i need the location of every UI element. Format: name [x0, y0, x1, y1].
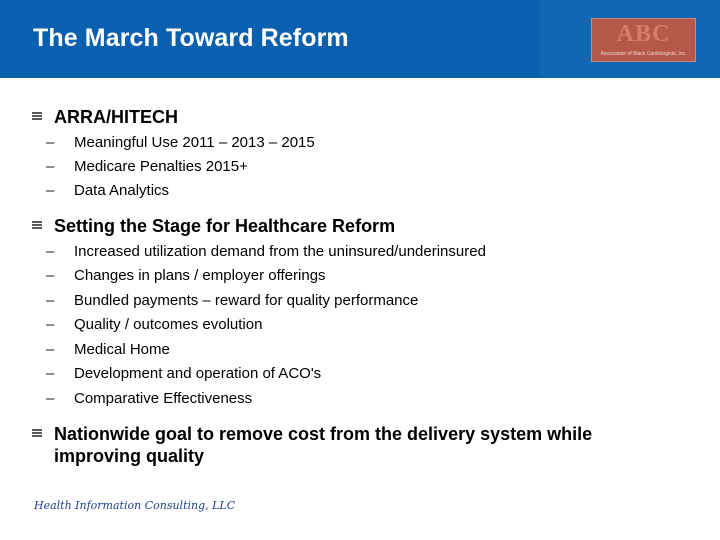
- dash-icon: –: [46, 134, 55, 151]
- bullet-text: Nationwide goal to remove cost from the delivery system while improving quality: [54, 424, 593, 466]
- dash-icon: –: [46, 390, 55, 407]
- bullet-text: Setting the Stage for Healthcare Reform: [54, 216, 396, 236]
- dash-icon: –: [46, 365, 55, 382]
- dash-icon: –: [46, 243, 55, 260]
- dash-icon: –: [46, 182, 55, 199]
- sub-bullet-text: Increased utilization demand from the uninsured/underinsured: [74, 243, 486, 260]
- dash-icon: –: [46, 292, 55, 309]
- slide-title: The March Toward Reform: [33, 24, 349, 52]
- square-bullet-icon: [32, 221, 42, 231]
- dash-icon: –: [46, 267, 55, 284]
- footer-company: Health Information Consulting, LLC: [34, 499, 236, 512]
- square-bullet-icon: [32, 112, 42, 122]
- sub-bullet-text: Quality / outcomes evolution: [74, 316, 263, 333]
- bullet-text: ARRA/HITECH: [54, 107, 178, 127]
- sub-bullet-text: Bundled payments – reward for quality performance: [74, 292, 419, 309]
- square-bullet-icon: [32, 429, 42, 439]
- sub-bullet-text: Development and operation of ACO's: [74, 365, 322, 382]
- sub-bullet-text: Medical Home: [74, 341, 170, 358]
- dash-icon: –: [46, 158, 55, 175]
- logo-subtitle: Association of Black Cardiologists, Inc.: [600, 51, 687, 57]
- dash-icon: –: [46, 316, 55, 333]
- logo-wordmark: ABC: [616, 21, 671, 47]
- dash-icon: –: [46, 341, 55, 358]
- sub-bullet-text: Meaningful Use 2011 – 2013 – 2015: [74, 134, 315, 151]
- sub-bullet-text: Changes in plans / employer offerings: [74, 267, 326, 284]
- sub-bullet-text: Medicare Penalties 2015+: [74, 158, 248, 175]
- sub-bullet-text: Data Analytics: [74, 182, 170, 199]
- sub-bullet-text: Comparative Effectiveness: [74, 390, 253, 407]
